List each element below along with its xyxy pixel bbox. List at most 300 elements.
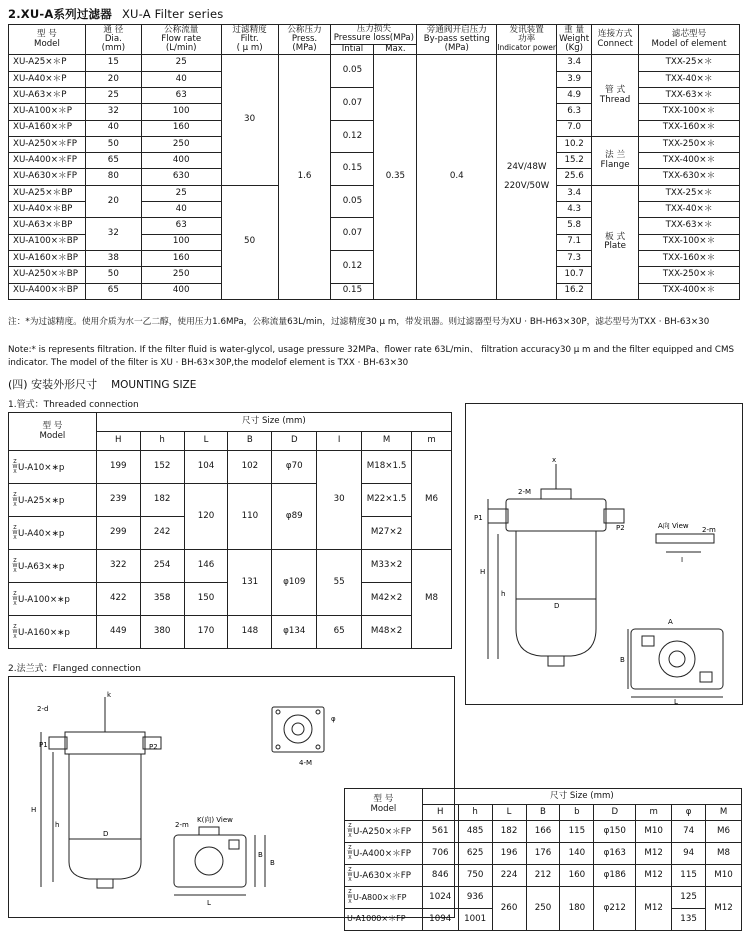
col-model <box>9 25 86 55</box>
table-cell <box>9 451 97 484</box>
cell-text: ( μ m) <box>236 43 263 54</box>
table-cell: TXX-100×＊ <box>639 234 740 250</box>
table-cell: M12 <box>706 887 742 931</box>
cell-text: 旁通阀开启压力 <box>426 24 487 35</box>
mounting-title: (四) 安装外形尺寸 MOUNTING SIZE <box>8 378 197 391</box>
table-cell: 322 <box>96 550 140 583</box>
table-cell: 115 <box>560 821 594 843</box>
cell-text: Z W X <box>12 557 18 574</box>
table-cell: XU-A25×＊BP <box>9 185 86 201</box>
table-cell: 485 <box>458 821 492 843</box>
table-cell: M48×2 <box>362 616 412 649</box>
col-loss-initial: Intial <box>331 44 374 54</box>
cell-text: Z W X <box>12 491 18 508</box>
col-loss <box>331 25 417 45</box>
table-cell: 16.2 <box>557 283 592 299</box>
table-cell: 100 <box>141 104 221 120</box>
dim-p2-label: P2 <box>616 524 625 532</box>
table-cell: 250 <box>141 267 221 283</box>
cell-text: Model <box>39 430 66 441</box>
table-cell: 25 <box>141 185 221 201</box>
table-cell: 110 <box>228 484 272 550</box>
filtr-cell-2: 50 <box>221 185 278 299</box>
cell-text: (MPa) <box>444 43 469 54</box>
table-cell: 625 <box>458 843 492 865</box>
table-cell: M27×2 <box>362 517 412 550</box>
dim-B-flange-label: B <box>270 859 275 867</box>
dim-B-label: B <box>620 656 625 664</box>
table-cell: XU-A100×＊BP <box>9 234 86 250</box>
dim-L-label: L <box>674 698 678 704</box>
cell-text: Model <box>370 803 397 814</box>
table-cell: 3.9 <box>557 71 592 87</box>
table-cell: XU-A160×＊P <box>9 120 86 136</box>
table-cell: 25.6 <box>557 169 592 185</box>
table-cell: 380 <box>140 616 184 649</box>
col-filtr <box>221 25 278 55</box>
table-header-row <box>9 413 452 432</box>
cell-text: 24V/48W <box>506 161 547 172</box>
table-cell: 260 <box>492 887 526 931</box>
table-cell: 1094 <box>422 909 458 931</box>
table-cell <box>9 517 97 550</box>
dim-H-flange-label: H <box>31 806 37 814</box>
table-cell: 0.15 <box>331 153 374 186</box>
dim-4m-label: 4-M <box>299 759 313 767</box>
cell-text: Z W X <box>12 623 18 640</box>
table-cell: 125 <box>672 887 706 909</box>
dim-A-label: A <box>668 618 673 626</box>
table-cell: 358 <box>140 583 184 616</box>
table-cell: 5.8 <box>557 218 592 234</box>
table-cell: M10 <box>636 821 672 843</box>
cell-text: U-A400×＊FP <box>353 849 412 859</box>
table-row <box>9 484 452 517</box>
table-cell: 65 <box>85 153 141 169</box>
table-cell: 94 <box>672 843 706 865</box>
table-cell: TXX-25×＊ <box>639 55 740 71</box>
table-cell: 140 <box>560 843 594 865</box>
col-flow <box>141 25 221 55</box>
table-cell: TXX-160×＊ <box>639 120 740 136</box>
cell-text: U-A100×∗p <box>18 594 70 605</box>
table-cell: 65 <box>317 616 362 649</box>
table-cell: 846 <box>422 865 458 887</box>
table-cell: 250 <box>526 887 560 931</box>
table-cell: 80 <box>85 169 141 185</box>
cell-text: By-pass setting <box>423 33 490 44</box>
table-cell <box>345 887 423 909</box>
col-loss-max: Max. <box>374 44 417 54</box>
table-cell: 0.12 <box>331 250 374 283</box>
table-cell: XU-A400×＊FP <box>9 153 86 169</box>
dim-p1-flange-label: P1 <box>39 741 48 749</box>
table-header-cell: b <box>560 805 594 821</box>
press-cell: 1.6 <box>278 55 331 299</box>
table-cell: 400 <box>141 283 221 299</box>
table-cell: M22×1.5 <box>362 484 412 517</box>
table-header-row <box>345 789 742 805</box>
table-cell: 4.3 <box>557 202 592 218</box>
view-a-label: A向 View <box>658 522 689 530</box>
col-bypass <box>417 25 497 55</box>
table-cell: 150 <box>184 583 228 616</box>
dim-x-label: x <box>552 456 557 464</box>
table-cell: 20 <box>85 185 141 218</box>
table-cell: 74 <box>672 821 706 843</box>
table-cell: 706 <box>422 843 458 865</box>
dim-2m2-label: 2-m <box>702 526 716 534</box>
table-cell: 299 <box>96 517 140 550</box>
table-cell: TXX-250×＊ <box>639 136 740 152</box>
dim-H-label: H <box>480 568 486 576</box>
table-cell: 50 <box>85 267 141 283</box>
table-cell: 750 <box>458 865 492 887</box>
cell-text: 压力损失 <box>356 24 392 34</box>
table-row <box>345 865 742 887</box>
table-cell: XU-A250×＊BP <box>9 267 86 283</box>
cell-text: (四) 安装外形尺寸 <box>8 378 98 391</box>
table-cell: 0.05 <box>331 55 374 88</box>
table-cell: 55 <box>317 550 362 616</box>
table-cell: M33×2 <box>362 550 412 583</box>
table-cell: 1001 <box>458 909 492 931</box>
table-cell: XU-A160×＊BP <box>9 250 86 266</box>
cell-text: Z W X <box>12 590 18 607</box>
table-cell: XU-A63×＊BP <box>9 218 86 234</box>
table-cell: 0.12 <box>331 120 374 153</box>
table-cell: 7.0 <box>557 120 592 136</box>
table-cell: 152 <box>140 451 184 484</box>
table-cell <box>345 843 423 865</box>
dim-L-flange-label: L <box>207 899 211 907</box>
table-cell: 170 <box>184 616 228 649</box>
table-cell: M6 <box>412 451 452 550</box>
table-cell: 10.2 <box>557 136 592 152</box>
table-cell: 38 <box>85 250 141 266</box>
cell-text: 220V/50W <box>504 180 550 191</box>
cell-text: U-A25×∗p <box>18 495 65 506</box>
table-cell: XU-A40×＊P <box>9 71 86 87</box>
cell-text: 功率 <box>518 33 536 44</box>
table-header-row <box>9 25 740 45</box>
table-cell: TXX-400×＊ <box>639 283 740 299</box>
table-cell: 180 <box>560 887 594 931</box>
table-cell: 224 <box>492 865 526 887</box>
cell-text: Z W X <box>347 889 353 905</box>
table-header-cell: D <box>594 805 636 821</box>
cell-text: Dia. <box>104 33 122 44</box>
table-cell: 25 <box>85 87 141 103</box>
table-cell: 422 <box>96 583 140 616</box>
cell-text: Z W X <box>12 524 18 541</box>
cell-text: U-A800×＊FP <box>353 893 407 902</box>
table-header-cell: φ <box>672 805 706 821</box>
cell-text: Press. <box>291 33 318 44</box>
table-cell: TXX-25×＊ <box>639 185 740 201</box>
table-cell: 630 <box>141 169 221 185</box>
table-row <box>345 887 742 909</box>
cell-text: U-A10×∗p <box>18 462 65 473</box>
table-header-cell: B <box>526 805 560 821</box>
table-row <box>9 616 452 649</box>
table-cell: 0.05 <box>331 185 374 218</box>
cell-text: 法 兰 <box>605 150 626 161</box>
table-header-cell: M <box>362 432 412 451</box>
view-k-label: K(向) View <box>197 816 233 824</box>
table-cell <box>345 865 423 887</box>
table-cell: XU-A400×＊BP <box>9 283 86 299</box>
note-cn: 注：*为过滤精度。使用介质为水一乙二醇，使用压力1.6MPa，公称流量63L/min，过滤精度30 μ m，带发讯器。则过滤器型号为XU · BH-H63×30P，滤芯型号为TXX · BH-63×30 <box>8 317 710 327</box>
table-cell: M12 <box>636 887 672 931</box>
cell-text: Connect <box>597 38 633 49</box>
col-press <box>278 25 331 55</box>
table-row <box>345 821 742 843</box>
table-cell: 212 <box>526 865 560 887</box>
table-cell: 4.9 <box>557 87 592 103</box>
table-row <box>9 55 740 71</box>
dim-2m-label: 2-M <box>518 488 532 496</box>
cell-text: Weight <box>559 33 590 44</box>
table-cell: 0.07 <box>331 218 374 251</box>
table-cell <box>9 550 97 583</box>
table-cell: 15 <box>85 55 141 71</box>
table-cell: 0.15 <box>331 283 374 299</box>
filtr-cell: 30 <box>221 55 278 185</box>
table-cell: M42×2 <box>362 583 412 616</box>
table-cell: TXX-160×＊ <box>639 250 740 266</box>
table-cell: 182 <box>140 484 184 517</box>
flanged-label: 2.法兰式：Flanged connection <box>8 664 141 674</box>
table-cell: 936 <box>458 887 492 909</box>
table-cell: 65 <box>85 283 141 299</box>
dim-p2-flange-label: P2 <box>149 743 158 751</box>
cell-text: 型 号 <box>42 421 63 432</box>
table-cell: 63 <box>141 87 221 103</box>
table-cell: 63 <box>141 218 221 234</box>
table-cell: 400 <box>141 153 221 169</box>
table-cell <box>345 909 423 931</box>
table-cell: 102 <box>228 451 272 484</box>
table-cell <box>9 616 97 649</box>
table-cell <box>345 821 423 843</box>
table-cell: 196 <box>492 843 526 865</box>
table-cell: 160 <box>560 865 594 887</box>
table-cell: 182 <box>492 821 526 843</box>
cell-text: Filtr. <box>240 33 259 44</box>
table-cell: 0.07 <box>331 87 374 120</box>
table-cell: 15.2 <box>557 153 592 169</box>
table-cell: φ89 <box>272 484 317 550</box>
dim-b-flange-label: B <box>258 851 263 859</box>
dim-h-flange-label: h <box>55 821 60 829</box>
table-cell: 239 <box>96 484 140 517</box>
cell-text: 连接方式 <box>597 29 633 40</box>
table-cell: M6 <box>706 821 742 843</box>
cell-text: Indicator power <box>497 43 557 53</box>
flanged-table <box>344 788 742 931</box>
table-row <box>345 843 742 865</box>
cell-text: 发讯装置 <box>509 24 544 35</box>
cell-text: Pressure loss(MPa) <box>333 33 414 44</box>
table-cell: 3.4 <box>557 185 592 201</box>
table-cell: 561 <box>422 821 458 843</box>
cell-text: Flow rate <box>161 33 202 44</box>
table-cell: M8 <box>412 550 452 649</box>
table-cell: 3.4 <box>557 55 592 71</box>
table-cell: M12 <box>636 865 672 887</box>
cell-text: 滤芯型号 <box>671 29 707 40</box>
table-cell: φ109 <box>272 550 317 616</box>
threaded-drawing-svg <box>466 404 742 704</box>
th-model <box>9 413 97 451</box>
table-cell: 7.1 <box>557 234 592 250</box>
cell-text: Plate <box>604 241 626 252</box>
table-cell: 1024 <box>422 887 458 909</box>
table-cell: M12 <box>636 843 672 865</box>
table-row <box>9 550 452 583</box>
table-header-cell: D <box>272 432 317 451</box>
table-cell: 115 <box>672 865 706 887</box>
dim-D-label: D <box>554 602 560 610</box>
col-indicator <box>497 25 557 55</box>
cell-text: (mm) <box>101 43 126 54</box>
table-cell: 10.7 <box>557 267 592 283</box>
table-cell: TXX-63×＊ <box>639 218 740 234</box>
table-cell: TXX-630×＊ <box>639 169 740 185</box>
table-cell: 148 <box>228 616 272 649</box>
loss-max-cell: 0.35 <box>374 55 417 299</box>
table-header-cell: L <box>184 432 228 451</box>
col-connect <box>592 25 639 55</box>
cell-text: 板 式 <box>605 231 626 242</box>
cell-text: 管 式 <box>605 85 626 96</box>
cell-text: Thread <box>599 94 631 105</box>
connect-plate <box>592 185 639 299</box>
table-cell: 40 <box>141 202 221 218</box>
dim-h-label: h <box>501 590 506 598</box>
cell-text: Model of element <box>651 38 727 49</box>
table-cell: TXX-250×＊ <box>639 267 740 283</box>
table-cell: XU-A630×＊FP <box>9 169 86 185</box>
table-header-cell: H <box>96 432 140 451</box>
cell-text: 通 径 <box>103 24 124 35</box>
table-cell: TXX-40×＊ <box>639 71 740 87</box>
cell-text: U-A630×＊FP <box>353 871 412 881</box>
table-header-cell: B <box>228 432 272 451</box>
table-cell: φ150 <box>594 821 636 843</box>
table-header-cell: L <box>492 805 526 821</box>
table-cell: M18×1.5 <box>362 451 412 484</box>
cell-text: 公称流量 <box>164 24 199 35</box>
cell-text: Flange <box>600 159 630 170</box>
cell-text: 型 号 <box>373 794 394 805</box>
table-cell: XU-A63×＊P <box>9 87 86 103</box>
cell-text: Z W X <box>347 845 353 861</box>
table-cell: M10 <box>706 865 742 887</box>
cell-text: (L/min) <box>165 43 197 54</box>
indicator-cell <box>497 55 557 299</box>
col-weight <box>557 25 592 55</box>
table-header-cell: H <box>422 805 458 821</box>
table-cell: 100 <box>141 234 221 250</box>
table-cell: TXX-40×＊ <box>639 202 740 218</box>
table-cell: 32 <box>85 104 141 120</box>
table-cell: TXX-100×＊ <box>639 104 740 120</box>
connect-thread <box>592 55 639 136</box>
table-cell: 242 <box>140 517 184 550</box>
table-cell: 104 <box>184 451 228 484</box>
table-header-cell: m <box>412 432 452 451</box>
table-header-cell: m <box>636 805 672 821</box>
table-cell: 7.3 <box>557 250 592 266</box>
model-cell: XU-A25×＊P <box>9 55 86 71</box>
cell-text: U-A160×∗p <box>18 627 70 638</box>
dim-i-label: I <box>681 556 684 564</box>
table-cell: XU-A250×＊FP <box>9 136 86 152</box>
table-cell: 254 <box>140 550 184 583</box>
cell-text: U-A1000×＊FP <box>347 914 406 924</box>
series-title-cn: 2.XU-A系列过滤器 <box>8 7 112 21</box>
col-dia <box>85 25 141 55</box>
table-cell: TXX-400×＊ <box>639 153 740 169</box>
series-title-en: XU-A Filter series <box>121 7 224 21</box>
dim-D-flange-label: D <box>103 830 109 838</box>
table-cell: φ70 <box>272 451 317 484</box>
table-cell: 32 <box>85 218 141 251</box>
table-cell: M8 <box>706 843 742 865</box>
table-cell: 166 <box>526 821 560 843</box>
cell-text: U-A40×∗p <box>18 528 65 539</box>
table-cell: 135 <box>672 909 706 931</box>
table-header-cell: I <box>317 432 362 451</box>
spec-table <box>8 24 740 300</box>
table-cell: 30 <box>317 451 362 550</box>
table-cell: 120 <box>184 484 228 550</box>
table-cell: 160 <box>141 120 221 136</box>
threaded-label: 1.管式：Threaded connection <box>8 400 139 410</box>
table-cell: 50 <box>85 136 141 152</box>
table-cell: φ186 <box>594 865 636 887</box>
table-cell <box>9 583 97 616</box>
table-header-cell: h <box>140 432 184 451</box>
table-header-cell: h <box>458 805 492 821</box>
table-cell: 40 <box>85 120 141 136</box>
connect-flange <box>592 136 639 185</box>
table-cell: 250 <box>141 136 221 152</box>
cell-text: (MPa) <box>292 43 317 54</box>
dim-p1-label: P1 <box>474 514 483 522</box>
cell-text: (Kg) <box>565 43 584 54</box>
bypass-cell: 0.4 <box>417 55 497 299</box>
dim-2d-label: 2-d <box>37 705 49 713</box>
table-header-cell: M <box>706 805 742 821</box>
table-row <box>9 451 452 484</box>
table-cell: φ163 <box>594 843 636 865</box>
table-cell: 25 <box>141 55 221 71</box>
table-cell: 199 <box>96 451 140 484</box>
table-cell: XU-A100×＊P <box>9 104 86 120</box>
th-model-flange <box>345 789 423 821</box>
cell-text: Z W X <box>347 823 353 839</box>
cell-text: Z W X <box>347 867 353 883</box>
table-cell: 20 <box>85 71 141 87</box>
cell-text: U-A250×＊FP <box>353 827 412 837</box>
table-cell: XU-A40×＊BP <box>9 202 86 218</box>
threaded-drawing <box>465 403 743 705</box>
cell-text: U-A63×∗p <box>18 561 65 572</box>
table-cell: φ212 <box>594 887 636 931</box>
